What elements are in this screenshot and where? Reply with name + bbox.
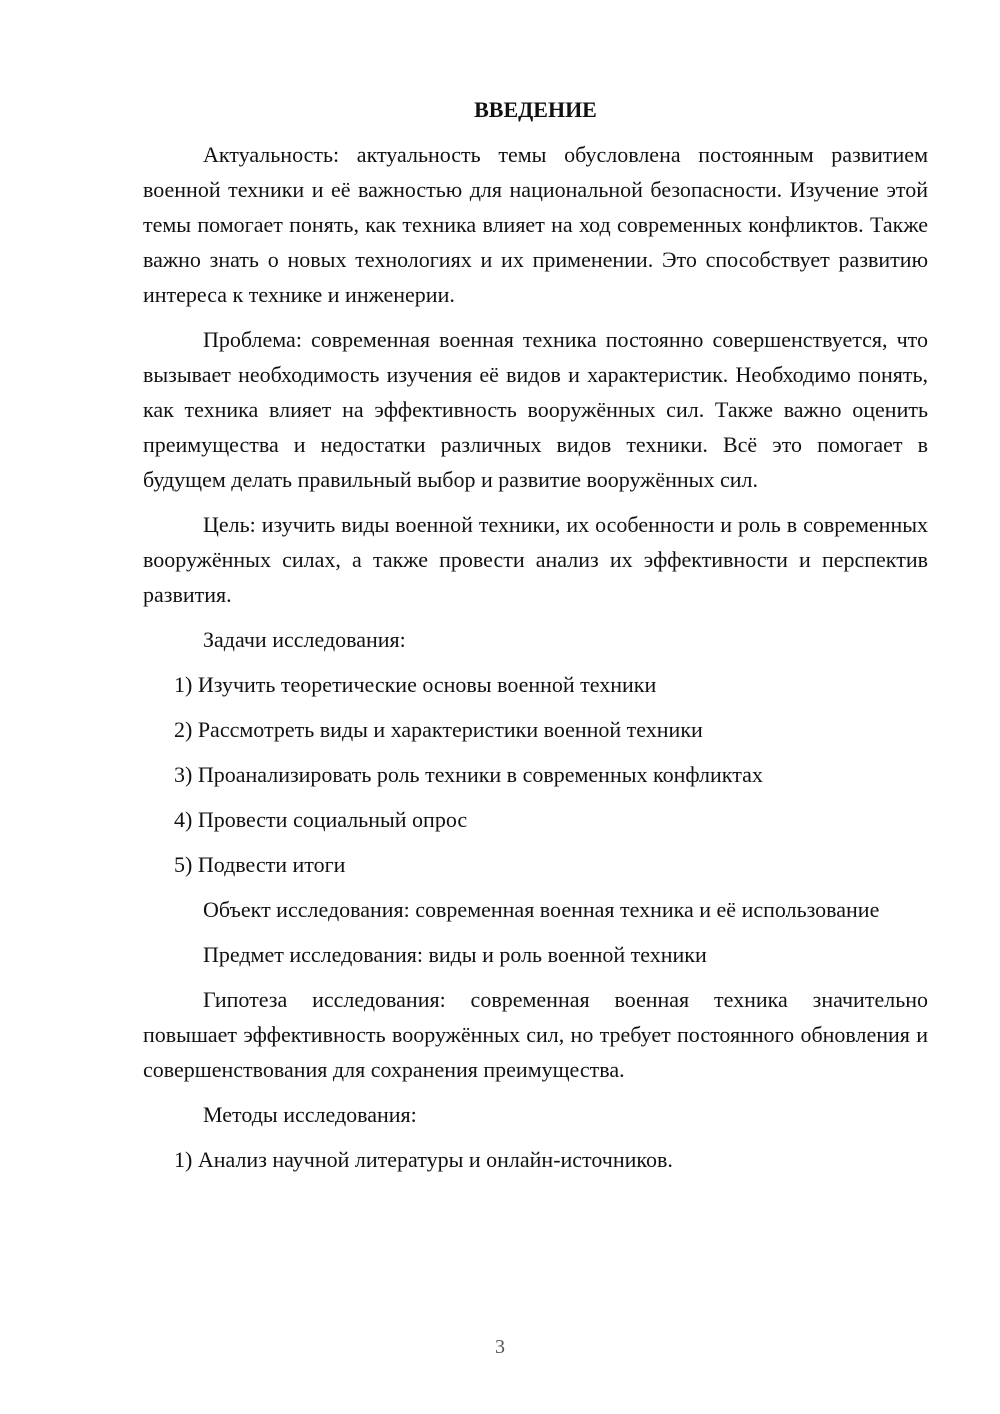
relevance-paragraph: Актуальность: актуальность темы обусловлена постоянным развитием военной техники и её важностью для национальной безопасности. Изучение этой темы помогает понять, как техника влияет на ход современных конфликтов. Также важно знать о новых технологиях и их применении. Это способствует развитию интереса к технике и инженерии. xyxy=(143,142,928,307)
task-item: 5) Подвести итоги xyxy=(174,852,346,877)
method-item: 1) Анализ научной литературы и онлайн-источников. xyxy=(174,1147,673,1172)
hypothesis-paragraph: Гипотеза исследования: современная военная техника значительно повышает эффективность вооружённых сил, но требует постоянного обновления и совершенствования для сохранения преимущества. xyxy=(143,987,928,1082)
task-item: 1) Изучить теоретические основы военной техники xyxy=(174,672,657,697)
tasks-title: Задачи исследования: xyxy=(203,627,406,652)
goal-paragraph: Цель: изучить виды военной техники, их особенности и роль в современных вооружённых силах, а также провести анализ их эффективности и перспектив развития. xyxy=(143,512,928,607)
methods-title: Методы исследования: xyxy=(203,1102,417,1127)
subject-paragraph: Предмет исследования: виды и роль военной техники xyxy=(203,942,707,967)
page-content xyxy=(143,92,928,1187)
task-item: 2) Рассмотреть виды и характеристики военной техники xyxy=(174,717,703,742)
object-paragraph: Объект исследования: современная военная техника и её использование xyxy=(203,897,880,922)
task-item: 4) Провести социальный опрос xyxy=(174,807,468,832)
page-number: 3 xyxy=(495,1336,505,1358)
problem-paragraph: Проблема: современная военная техника постоянно совершенствуется, что вызывает необходимость изучения её видов и характеристик. Необходимо понять, как техника влияет на эффективность вооружённых сил. Также важно оценить преимущества и недостатки различных видов техники. Всё это помогает в будущем делать правильный выбор и развитие вооружённых сил. xyxy=(143,327,928,492)
task-item: 3) Проанализировать роль техники в современных конфликтах xyxy=(174,762,763,787)
section-heading: ВВЕДЕНИЕ xyxy=(474,97,597,122)
